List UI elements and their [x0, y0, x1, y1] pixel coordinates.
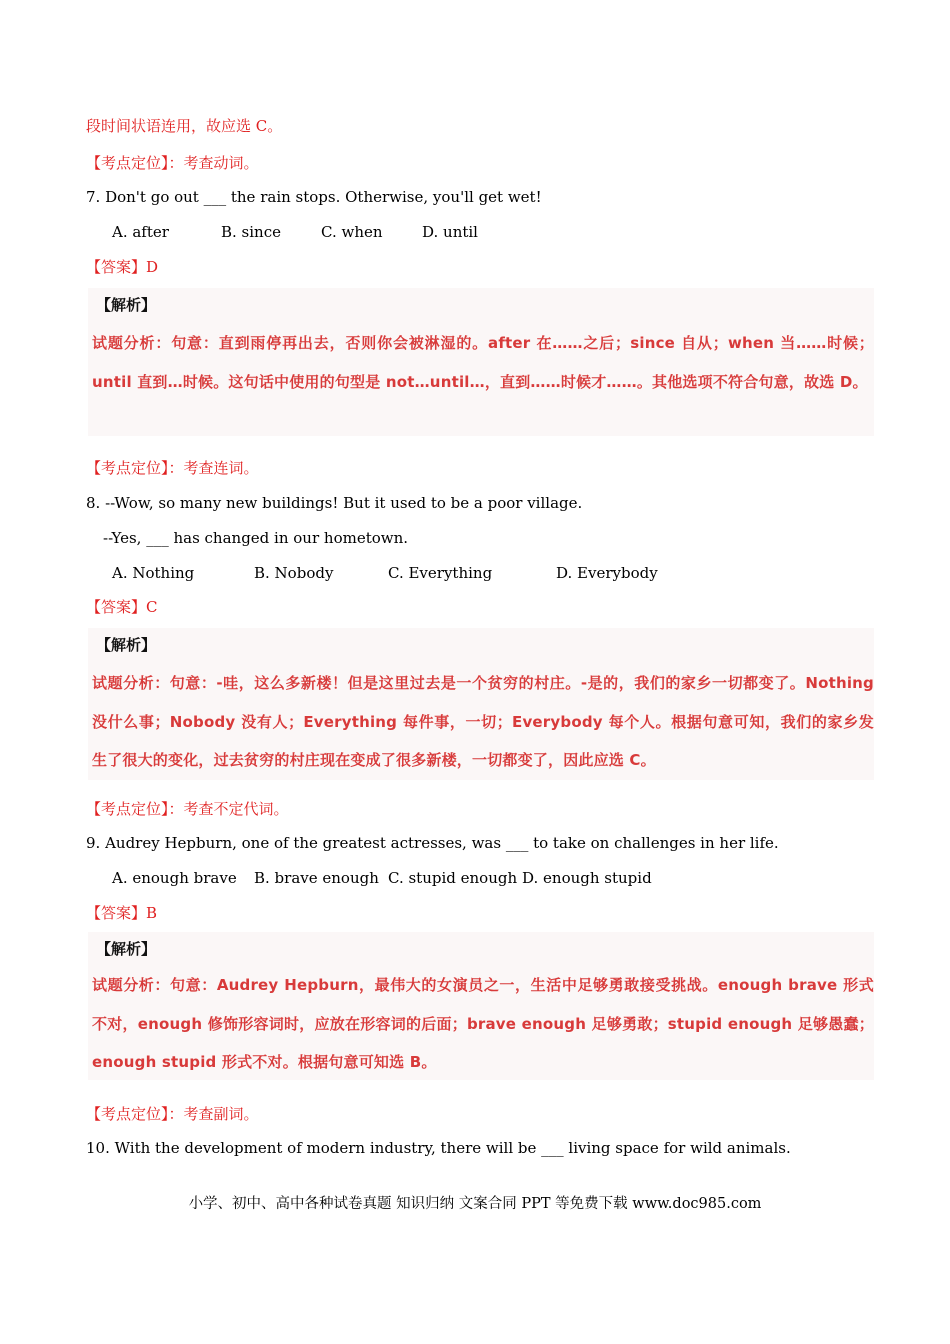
q8-analysis-box: [88, 628, 874, 780]
q8-point: 【考点定位】：考查不定代词。: [86, 800, 289, 818]
q7-option-c: C. when: [321, 223, 383, 241]
q7-option-a: A. after: [112, 223, 169, 241]
q7-analysis-head: 【解析】: [96, 296, 157, 314]
q9-point: 【考点定位】：考查副词。: [86, 1105, 259, 1123]
q7-answer: 【答案】D: [86, 258, 159, 276]
q8-analysis-head: 【解析】: [96, 636, 157, 654]
q7-option-b: B. since: [221, 223, 281, 241]
q9-question: 9. Audrey Hepburn, one of the greatest actresses, was ___ to take on challenges in her life.: [86, 834, 779, 852]
q7-analysis-text: 试题分析：句意：直到雨停再出去，否则你会被淋湿的。after 在……之后；since 自从；when 当……时候；until 直到…时候。这句话中使用的句型是 not…until…，直到……时候才……。其他选项不符合句意，故选 D。: [92, 334, 874, 391]
q7-point: 【考点定位】：考查连词。: [86, 459, 259, 477]
q6-point: 【考点定位】：考查动词。: [86, 154, 259, 172]
q8-reply: --Yes, ___ has changed in our hometown.: [103, 529, 409, 547]
q9-option-a: A. enough brave: [112, 869, 237, 887]
q9-analysis-text: 试题分析：句意：Audrey Hepburn，最伟大的女演员之一，生活中足够勇敢接受挑战。enough brave 形式不对，enough 修饰形容词时，应放在形容词的后面；brave enough 足够勇敢；stupid enough 足够愚蠢；enough stupid 形式不对。根据句意可知选 B。: [92, 976, 874, 1071]
q9-analysis-box: [88, 932, 874, 1080]
q8-option-b: B. Nobody: [254, 564, 334, 582]
q7-option-d: D. until: [422, 223, 478, 241]
q9-answer: 【答案】B: [86, 904, 158, 922]
q8-option-d: D. Everybody: [556, 564, 658, 582]
q7-analysis-box: [88, 288, 874, 436]
q8-analysis-text: 试题分析：句意：-哇，这么多新楼！但是这里过去是一个贫穷的村庄。-是的，我们的家乡一切都变了。Nothing 没什么事；Nobody 没有人；Everything 每件事，一切；Everybody 每个人。根据句意可知，我们的家乡发生了很大的变化，过去贫穷的村庄现在变成了很多新楼，一切都变了，因此应选 C。: [92, 674, 874, 769]
q10-question: 10. With the development of modern industry, there will be ___ living space for wild animals.: [86, 1139, 791, 1157]
q8-option-c: C. Everything: [388, 564, 493, 582]
q8-option-a: A. Nothing: [112, 564, 195, 582]
q9-option-c: C. stupid enough: [388, 869, 518, 887]
q8-question: 8. --Wow, so many new buildings! But it used to be a poor village.: [86, 494, 583, 512]
q9-option-d: D. enough stupid: [522, 869, 652, 887]
page-footer: 小学、初中、高中各种试卷真题 知识归纳 文案合同 PPT 等免费下载 www.doc985.com: [188, 1196, 762, 1212]
q9-option-b: B. brave enough: [254, 869, 379, 887]
intro-line: 段时间状语连用，故应选 C。: [86, 117, 283, 135]
q9-analysis-head: 【解析】: [96, 940, 157, 958]
q8-answer: 【答案】C: [86, 598, 158, 616]
q7-question: 7. Don't go out ___ the rain stops. Otherwise, you'll get wet!: [86, 188, 542, 206]
